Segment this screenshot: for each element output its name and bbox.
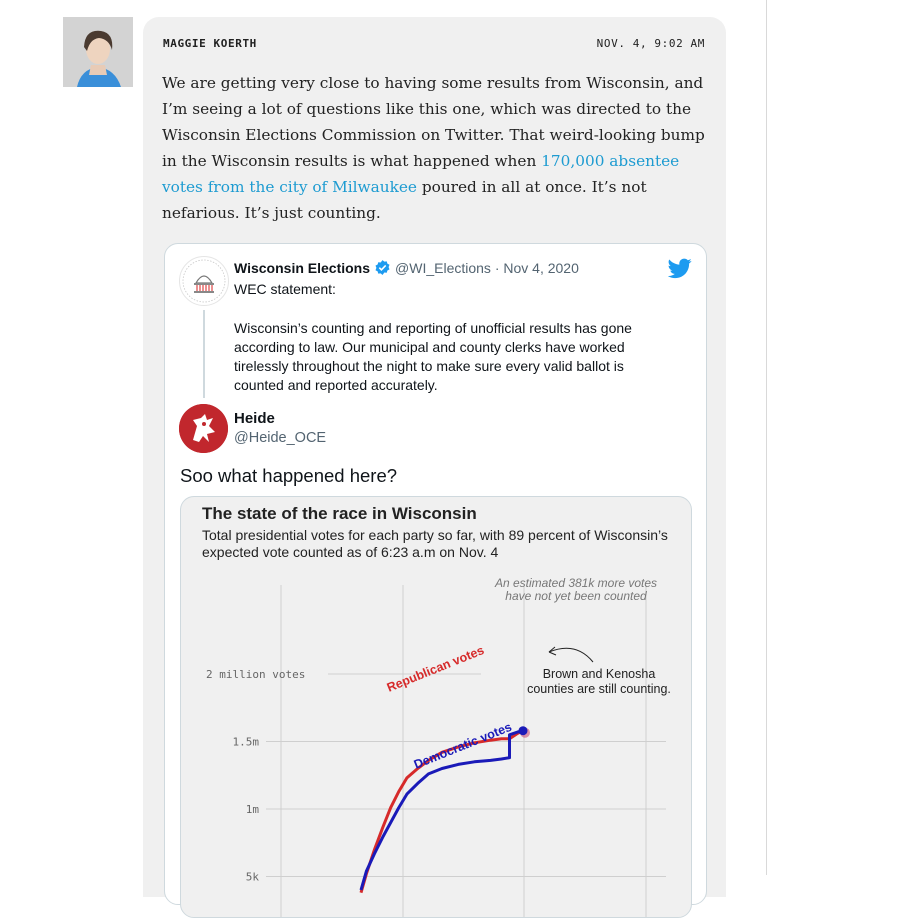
annotation-text: Brown and Kenosha <box>542 667 656 681</box>
quoted-author-name[interactable]: Heide <box>234 410 275 427</box>
heide-avatar[interactable] <box>179 404 228 453</box>
twitter-bird-icon[interactable] <box>668 256 692 280</box>
chart-plot <box>181 497 691 917</box>
y-tick-label: 1m <box>245 803 259 816</box>
democratic-endpoint <box>519 726 528 735</box>
milwaukee-votes-link[interactable]: 170,000 absentee votes from the city of Milwaukee <box>162 152 680 196</box>
annotation-text: counties are still counting. <box>527 682 671 696</box>
post-text-before: We are getting very close to having some results from Wisconsin, and I’m seeing a lot of questions like this one, which was directed to the Wisconsin Elections Commission on Twitter. That weird-looking bump in the Wisconsin results is what happened when <box>162 74 705 170</box>
quoted-tweet-text: Soo what happened here? <box>180 465 398 486</box>
tweet-author-name[interactable]: Wisconsin Elections <box>234 260 371 276</box>
uncounted-note: have not yet been counted <box>505 589 647 603</box>
tweet-header[interactable] <box>234 259 579 276</box>
post-text-after: poured in all at once. It’s not nefarious. It’s just counting. <box>162 178 647 222</box>
column-divider <box>766 0 767 875</box>
democratic-series-label: Democratic votes <box>411 719 514 772</box>
post-body <box>162 70 710 226</box>
verified-badge-icon <box>374 259 391 276</box>
uncounted-note: An estimated 381k more votes <box>494 576 658 590</box>
chart-subtitle: Total presidential votes for each party so far, with 89 percent of Wisconsin’s expected vote counted as of 6:23 a.m on Nov. 4 <box>202 527 668 560</box>
y-tick-label: 5k <box>245 870 259 884</box>
author-avatar <box>63 17 133 87</box>
thread-line <box>203 310 205 398</box>
tweet-text-body: Wisconsin’s counting and reporting of unofficial results has gone according to law. Our municipal and county clerks have worked tirelessly throughout the night to make sure every valid ballot is counted and reported accurately. <box>234 320 632 393</box>
embedded-tweet[interactable] <box>164 243 707 905</box>
tweet-handle-date[interactable]: @WI_Elections · Nov 4, 2020 <box>395 260 579 276</box>
chart-title: The state of the race in Wisconsin <box>202 504 477 523</box>
tweet-text-heading: WEC statement: <box>234 281 336 297</box>
post-author: MAGGIE KOERTH <box>163 37 257 50</box>
chart-image[interactable] <box>180 496 692 918</box>
quoted-author-handle[interactable]: @Heide_OCE <box>234 430 327 446</box>
wec-logo <box>179 256 229 306</box>
post-timestamp: NOV. 4, 9:02 AM <box>596 37 705 50</box>
y-tick-label: 2 million votes <box>206 668 306 681</box>
y-tick-label: 1.5m <box>232 735 259 749</box>
republican-series-label: Republican votes <box>384 643 487 695</box>
